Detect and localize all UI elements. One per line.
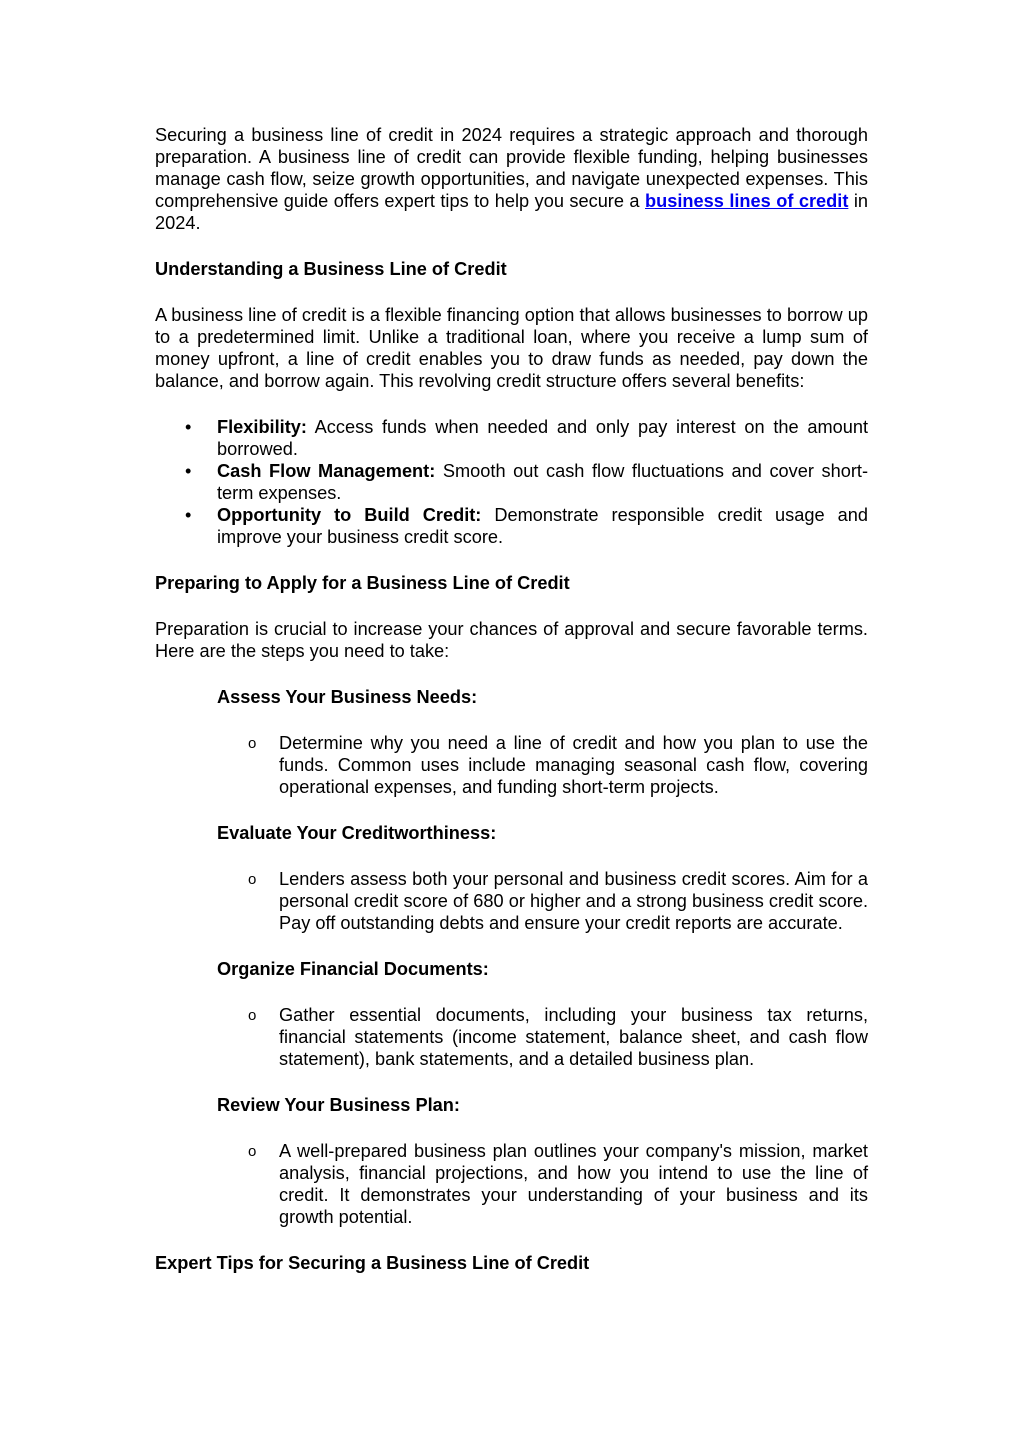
step-text: Lenders assess both your personal and business credit scores. Aim for a personal credit score of 680 or higher and a strong business credit score. Pay off outstanding debts and ensure your credit reports are accurate. [279,869,868,933]
list-item [155,460,868,504]
benefits-list [155,416,868,548]
step-title: Assess Your Business Needs: [217,687,478,707]
step-title: Evaluate Your Creditworthiness: [217,823,497,843]
step-title: Organize Financial Documents: [217,959,489,979]
list-item [155,1140,868,1228]
list-item [155,416,868,460]
step-text: Gather essential documents, including your business tax returns, financial statements (income statement, balance sheet, and cash flow statement), bank statements, and a detailed business plan. [279,1005,868,1069]
benefit-text: Demonstrate responsible credit usage and improve your business credit score. [217,505,868,547]
business-lines-of-credit-link[interactable]: business lines of credit [645,191,849,211]
list-item [155,504,868,548]
list-item [155,1004,868,1070]
benefit-text: Smooth out cash flow fluctuations and cover short-term expenses. [217,461,868,503]
benefit-text: Access funds when needed and only pay interest on the amount borrowed. [217,417,868,459]
step-list [155,732,868,798]
circle-bullet-icon: o [248,1143,257,1160]
section-heading-preparing: Preparing to Apply for a Business Line of Credit [155,573,570,593]
list-item [155,732,868,798]
step-list [155,1140,868,1228]
bullet-icon: • [185,417,192,437]
circle-bullet-icon: o [248,1007,257,1024]
benefit-label: Opportunity to Build Credit: [217,505,482,525]
list-item [155,868,868,934]
step-text: A well-prepared business plan outlines your company's mission, market analysis, financial projections, and how you intend to use the line of credit. It demonstrates your understanding of your business and its growth potential. [279,1141,868,1227]
step-list [155,1004,868,1070]
circle-bullet-icon: o [248,871,257,888]
intro-text: Securing a business line of credit in 2024 requires a strategic approach and thorough preparation. A business line of credit can provide flexible funding, helping businesses manage cash flow, seize growth opportunities, and navigate unexpected expenses. This comprehensive guide offers expert tips to help you secure a [155,125,868,211]
document-page [155,124,868,1274]
step-list [155,868,868,934]
benefit-label: Flexibility: [217,417,307,437]
step-text: Determine why you need a line of credit and how you plan to use the funds. Common uses include managing seasonal cash flow, covering operational expenses, and funding short-term projects. [279,733,868,797]
intro-paragraph [155,124,868,234]
step-title: Review Your Business Plan: [217,1095,460,1115]
intro-text-end: in 2024. [155,191,868,233]
circle-bullet-icon: o [248,735,257,752]
benefit-label: Cash Flow Management: [217,461,436,481]
understanding-paragraph: A business line of credit is a flexible financing option that allows businesses to borrow up to a predetermined limit. Unlike a traditional loan, where you receive a lump sum of money upfront, a line of credit enables you to draw funds as needed, pay down the balance, and borrow again. This revolving credit structure offers several benefits: [155,305,868,391]
section-heading-understanding: Understanding a Business Line of Credit [155,259,507,279]
preparing-paragraph: Preparation is crucial to increase your chances of approval and secure favorable terms. Here are the steps you need to take: [155,619,868,661]
section-heading-expert-tips: Expert Tips for Securing a Business Line of Credit [155,1253,590,1273]
bullet-icon: • [185,461,192,481]
bullet-icon: • [185,505,192,525]
